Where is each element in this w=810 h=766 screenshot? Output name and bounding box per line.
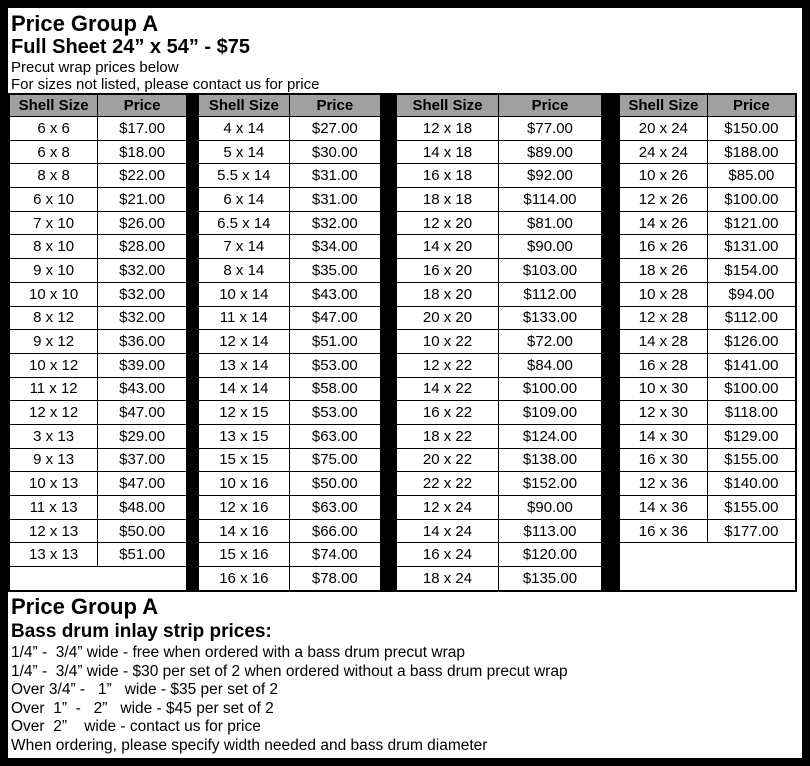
shell-size-cell: 12 x 22 bbox=[396, 353, 498, 377]
table-row bbox=[619, 496, 796, 520]
shell-size-cell: 12 x 20 bbox=[396, 211, 498, 235]
inlay-strip-heading: Bass drum inlay strip prices: bbox=[11, 621, 272, 642]
price-cell: $75.00 bbox=[289, 448, 381, 472]
shell-size-cell: 18 x 18 bbox=[396, 188, 498, 212]
table-row bbox=[619, 401, 796, 425]
blank-row bbox=[619, 543, 796, 591]
table-row bbox=[396, 235, 602, 259]
shell-size-cell: 6 x 8 bbox=[9, 140, 98, 164]
table-row bbox=[198, 259, 381, 283]
shell-size-cell: 8 x 8 bbox=[9, 164, 98, 188]
shell-size-cell: 20 x 24 bbox=[619, 117, 707, 141]
shell-size-cell: 16 x 26 bbox=[619, 235, 707, 259]
price-cell: $72.00 bbox=[498, 330, 602, 354]
price-cell: $77.00 bbox=[498, 117, 602, 141]
shell-size-cell: 11 x 12 bbox=[9, 377, 98, 401]
shell-size-cell: 24 x 24 bbox=[619, 140, 707, 164]
price-cell: $39.00 bbox=[98, 353, 187, 377]
shell-size-cell: 18 x 20 bbox=[396, 282, 498, 306]
shell-size-cell: 8 x 10 bbox=[9, 235, 98, 259]
price-cell: $32.00 bbox=[289, 211, 381, 235]
table-row bbox=[9, 164, 187, 188]
table-row bbox=[619, 164, 796, 188]
shell-size-cell: 14 x 28 bbox=[619, 330, 707, 354]
price-cell: $34.00 bbox=[289, 235, 381, 259]
price-cell: $32.00 bbox=[98, 259, 187, 283]
table-row bbox=[396, 496, 602, 520]
shell-size-cell: 9 x 12 bbox=[9, 330, 98, 354]
shell-size-cell: 10 x 30 bbox=[619, 377, 707, 401]
price-cell: $120.00 bbox=[498, 543, 602, 567]
price-column-header: Price bbox=[98, 94, 187, 117]
shell-size-cell: 11 x 13 bbox=[9, 496, 98, 520]
table-row bbox=[396, 282, 602, 306]
footer-block bbox=[8, 592, 802, 758]
table-row bbox=[396, 330, 602, 354]
price-cell: $94.00 bbox=[707, 282, 796, 306]
price-column-header: Price bbox=[707, 94, 796, 117]
price-cell: $43.00 bbox=[289, 282, 381, 306]
price-table-3 bbox=[395, 93, 603, 592]
price-cell: $100.00 bbox=[707, 188, 796, 212]
price-table-1 bbox=[8, 93, 188, 592]
contact-note: For sizes not listed, please contact us for price bbox=[11, 76, 320, 93]
price-table-2 bbox=[197, 93, 382, 592]
table-row bbox=[9, 140, 187, 164]
price-cell: $84.00 bbox=[498, 353, 602, 377]
shell-size-cell: 10 x 13 bbox=[9, 472, 98, 496]
sheet-price-subtitle: Full Sheet 24” x 54” - $75 bbox=[11, 36, 250, 58]
shell-size-column-header: Shell Size bbox=[9, 94, 98, 117]
table-row bbox=[9, 424, 187, 448]
inlay-price-line: Over 2” wide - contact us for price bbox=[11, 718, 261, 736]
price-cell: $43.00 bbox=[98, 377, 187, 401]
table-row bbox=[396, 140, 602, 164]
table-row bbox=[198, 377, 381, 401]
shell-size-cell: 12 x 13 bbox=[9, 519, 98, 543]
shell-size-cell: 10 x 22 bbox=[396, 330, 498, 354]
shell-size-cell: 16 x 28 bbox=[619, 353, 707, 377]
shell-size-column-header: Shell Size bbox=[198, 94, 289, 117]
shell-size-cell: 8 x 14 bbox=[198, 259, 289, 283]
shell-size-cell: 18 x 24 bbox=[396, 567, 498, 591]
table-row bbox=[198, 424, 381, 448]
shell-size-cell: 14 x 26 bbox=[619, 211, 707, 235]
price-cell: $124.00 bbox=[498, 424, 602, 448]
inlay-price-line: 1/4” - 3/4” wide - free when ordered with a bass drum precut wrap bbox=[11, 644, 466, 661]
table-separator bbox=[603, 93, 618, 592]
shell-size-cell: 14 x 14 bbox=[198, 377, 289, 401]
price-cell: $131.00 bbox=[707, 235, 796, 259]
shell-size-cell: 10 x 16 bbox=[198, 472, 289, 496]
price-cell: $150.00 bbox=[707, 117, 796, 141]
inlay-price-line: 1/4” - 3/4” wide - $30 per set of 2 when ordered without a bass drum precut wrap bbox=[11, 662, 568, 680]
shell-size-cell: 14 x 30 bbox=[619, 424, 707, 448]
table-row bbox=[396, 424, 602, 448]
table-row bbox=[198, 448, 381, 472]
table-row bbox=[619, 377, 796, 401]
price-cell: $100.00 bbox=[498, 377, 602, 401]
inlay-price-line: Over 3/4” - 1” wide - $35 per set of 2 bbox=[11, 681, 279, 699]
shell-size-cell: 12 x 18 bbox=[396, 117, 498, 141]
table-row bbox=[9, 259, 187, 283]
table-row bbox=[9, 330, 187, 354]
price-cell: $155.00 bbox=[707, 496, 796, 520]
price-cell: $155.00 bbox=[707, 448, 796, 472]
table-row bbox=[396, 377, 602, 401]
price-cell: $47.00 bbox=[98, 472, 187, 496]
price-cell: $112.00 bbox=[498, 282, 602, 306]
table-row bbox=[396, 519, 602, 543]
table-row bbox=[198, 519, 381, 543]
price-cell: $51.00 bbox=[289, 330, 381, 354]
price-cell: $141.00 bbox=[707, 353, 796, 377]
shell-size-cell: 12 x 24 bbox=[396, 496, 498, 520]
table-row bbox=[198, 567, 381, 591]
table-row bbox=[198, 117, 381, 141]
shell-size-cell: 3 x 13 bbox=[9, 424, 98, 448]
table-row bbox=[619, 282, 796, 306]
price-cell: $47.00 bbox=[98, 401, 187, 425]
table-row bbox=[9, 472, 187, 496]
price-cell: $63.00 bbox=[289, 424, 381, 448]
table-row bbox=[619, 117, 796, 141]
shell-size-cell: 6.5 x 14 bbox=[198, 211, 289, 235]
shell-size-cell: 16 x 16 bbox=[198, 567, 289, 591]
footer-title: Price Group A bbox=[11, 594, 159, 619]
table-row bbox=[198, 188, 381, 212]
price-sheet bbox=[8, 8, 802, 758]
shell-size-cell: 14 x 18 bbox=[396, 140, 498, 164]
price-cell: $152.00 bbox=[498, 472, 602, 496]
price-cell: $27.00 bbox=[289, 117, 381, 141]
shell-size-cell: 12 x 36 bbox=[619, 472, 707, 496]
table-row bbox=[198, 543, 381, 567]
shell-size-cell: 20 x 20 bbox=[396, 306, 498, 330]
shell-size-cell: 18 x 22 bbox=[396, 424, 498, 448]
header-row bbox=[396, 94, 602, 117]
price-cell: $26.00 bbox=[98, 211, 187, 235]
shell-size-cell: 12 x 30 bbox=[619, 401, 707, 425]
table-row bbox=[9, 519, 187, 543]
price-cell: $31.00 bbox=[289, 188, 381, 212]
page-title: Price Group A bbox=[11, 11, 159, 36]
price-cell: $53.00 bbox=[289, 401, 381, 425]
table-row bbox=[9, 353, 187, 377]
price-cell: $129.00 bbox=[707, 424, 796, 448]
price-cell: $177.00 bbox=[707, 519, 796, 543]
price-cell: $50.00 bbox=[98, 519, 187, 543]
table-row bbox=[619, 188, 796, 212]
price-cell: $22.00 bbox=[98, 164, 187, 188]
table-row bbox=[9, 188, 187, 212]
shell-size-cell: 16 x 36 bbox=[619, 519, 707, 543]
price-cell: $92.00 bbox=[498, 164, 602, 188]
shell-size-cell: 18 x 26 bbox=[619, 259, 707, 283]
table-row bbox=[198, 211, 381, 235]
shell-size-cell: 12 x 12 bbox=[9, 401, 98, 425]
shell-size-cell: 4 x 14 bbox=[198, 117, 289, 141]
table-row bbox=[619, 424, 796, 448]
shell-size-cell: 13 x 14 bbox=[198, 353, 289, 377]
table-row bbox=[619, 353, 796, 377]
table-row bbox=[619, 306, 796, 330]
shell-size-cell: 14 x 24 bbox=[396, 519, 498, 543]
table-row bbox=[9, 401, 187, 425]
price-cell: $29.00 bbox=[98, 424, 187, 448]
table-row bbox=[9, 282, 187, 306]
blank-cell bbox=[9, 567, 187, 591]
blank-row bbox=[9, 567, 187, 591]
table-row bbox=[198, 472, 381, 496]
price-cell: $63.00 bbox=[289, 496, 381, 520]
header-row bbox=[9, 94, 187, 117]
shell-size-cell: 10 x 14 bbox=[198, 282, 289, 306]
shell-size-cell: 14 x 22 bbox=[396, 377, 498, 401]
table-row bbox=[198, 330, 381, 354]
shell-size-cell: 16 x 30 bbox=[619, 448, 707, 472]
ordering-note: When ordering, please specify width needed and bass drum diameter bbox=[11, 736, 488, 754]
shell-size-cell: 20 x 22 bbox=[396, 448, 498, 472]
shell-size-cell: 12 x 14 bbox=[198, 330, 289, 354]
table-row bbox=[9, 211, 187, 235]
shell-size-cell: 9 x 13 bbox=[9, 448, 98, 472]
price-cell: $58.00 bbox=[289, 377, 381, 401]
table-row bbox=[619, 211, 796, 235]
table-row bbox=[619, 259, 796, 283]
shell-size-cell: 10 x 26 bbox=[619, 164, 707, 188]
price-cell: $74.00 bbox=[289, 543, 381, 567]
table-row bbox=[198, 306, 381, 330]
price-cell: $53.00 bbox=[289, 353, 381, 377]
shell-size-cell: 12 x 28 bbox=[619, 306, 707, 330]
shell-size-cell: 7 x 10 bbox=[9, 211, 98, 235]
price-cell: $48.00 bbox=[98, 496, 187, 520]
price-cell: $133.00 bbox=[498, 306, 602, 330]
price-cell: $32.00 bbox=[98, 306, 187, 330]
table-row bbox=[396, 472, 602, 496]
price-column-header: Price bbox=[498, 94, 602, 117]
shell-size-cell: 14 x 16 bbox=[198, 519, 289, 543]
price-cell: $188.00 bbox=[707, 140, 796, 164]
shell-size-cell: 8 x 12 bbox=[9, 306, 98, 330]
shell-size-cell: 11 x 14 bbox=[198, 306, 289, 330]
price-cell: $154.00 bbox=[707, 259, 796, 283]
price-cell: $81.00 bbox=[498, 211, 602, 235]
table-row bbox=[619, 519, 796, 543]
price-cell: $89.00 bbox=[498, 140, 602, 164]
price-cell: $100.00 bbox=[707, 377, 796, 401]
price-cell: $51.00 bbox=[98, 543, 187, 567]
table-row bbox=[198, 401, 381, 425]
table-row bbox=[9, 543, 187, 567]
shell-size-cell: 16 x 22 bbox=[396, 401, 498, 425]
table-row bbox=[619, 472, 796, 496]
table-row bbox=[9, 235, 187, 259]
table-row bbox=[9, 448, 187, 472]
shell-size-column-header: Shell Size bbox=[396, 94, 498, 117]
shell-size-cell: 14 x 20 bbox=[396, 235, 498, 259]
shell-size-cell: 14 x 36 bbox=[619, 496, 707, 520]
table-row bbox=[396, 259, 602, 283]
shell-size-cell: 12 x 15 bbox=[198, 401, 289, 425]
price-cell: $126.00 bbox=[707, 330, 796, 354]
price-cell: $121.00 bbox=[707, 211, 796, 235]
price-cell: $112.00 bbox=[707, 306, 796, 330]
table-row bbox=[619, 235, 796, 259]
title-block bbox=[8, 8, 802, 93]
price-cell: $118.00 bbox=[707, 401, 796, 425]
price-cell: $18.00 bbox=[98, 140, 187, 164]
shell-size-cell: 6 x 10 bbox=[9, 188, 98, 212]
price-cell: $114.00 bbox=[498, 188, 602, 212]
price-cell: $78.00 bbox=[289, 567, 381, 591]
price-cell: $90.00 bbox=[498, 235, 602, 259]
shell-size-cell: 9 x 10 bbox=[9, 259, 98, 283]
price-cell: $109.00 bbox=[498, 401, 602, 425]
table-separator bbox=[188, 93, 197, 592]
price-cell: $113.00 bbox=[498, 519, 602, 543]
table-row bbox=[619, 448, 796, 472]
table-row bbox=[396, 353, 602, 377]
table-row bbox=[619, 140, 796, 164]
inlay-price-line: Over 1” - 2” wide - $45 per set of 2 bbox=[11, 699, 274, 717]
price-cell: $135.00 bbox=[498, 567, 602, 591]
table-row bbox=[198, 235, 381, 259]
shell-size-cell: 22 x 22 bbox=[396, 472, 498, 496]
table-row bbox=[396, 306, 602, 330]
shell-size-cell: 13 x 13 bbox=[9, 543, 98, 567]
shell-size-cell: 5 x 14 bbox=[198, 140, 289, 164]
table-row bbox=[396, 211, 602, 235]
shell-size-cell: 7 x 14 bbox=[198, 235, 289, 259]
table-row bbox=[198, 140, 381, 164]
table-row bbox=[198, 353, 381, 377]
price-cell: $47.00 bbox=[289, 306, 381, 330]
table-row bbox=[198, 164, 381, 188]
price-cell: $140.00 bbox=[707, 472, 796, 496]
price-tables-section bbox=[8, 93, 802, 592]
table-row bbox=[396, 448, 602, 472]
shell-size-cell: 10 x 28 bbox=[619, 282, 707, 306]
price-cell: $66.00 bbox=[289, 519, 381, 543]
price-cell: $30.00 bbox=[289, 140, 381, 164]
shell-size-cell: 16 x 24 bbox=[396, 543, 498, 567]
price-column-header: Price bbox=[289, 94, 381, 117]
price-cell: $90.00 bbox=[498, 496, 602, 520]
shell-size-cell: 15 x 16 bbox=[198, 543, 289, 567]
header-row bbox=[198, 94, 381, 117]
table-row bbox=[198, 496, 381, 520]
table-row bbox=[396, 188, 602, 212]
shell-size-column-header: Shell Size bbox=[619, 94, 707, 117]
price-cell: $17.00 bbox=[98, 117, 187, 141]
shell-size-cell: 12 x 16 bbox=[198, 496, 289, 520]
price-cell: $50.00 bbox=[289, 472, 381, 496]
price-cell: $103.00 bbox=[498, 259, 602, 283]
shell-size-cell: 6 x 14 bbox=[198, 188, 289, 212]
table-row bbox=[396, 401, 602, 425]
table-row bbox=[396, 543, 602, 567]
price-cell: $37.00 bbox=[98, 448, 187, 472]
shell-size-cell: 16 x 20 bbox=[396, 259, 498, 283]
table-row bbox=[396, 117, 602, 141]
price-cell: $31.00 bbox=[289, 164, 381, 188]
price-cell: $21.00 bbox=[98, 188, 187, 212]
table-row bbox=[9, 377, 187, 401]
table-row bbox=[396, 567, 602, 591]
shell-size-cell: 16 x 18 bbox=[396, 164, 498, 188]
shell-size-cell: 12 x 26 bbox=[619, 188, 707, 212]
shell-size-cell: 10 x 12 bbox=[9, 353, 98, 377]
price-cell: $35.00 bbox=[289, 259, 381, 283]
table-separator bbox=[382, 93, 395, 592]
price-cell: $28.00 bbox=[98, 235, 187, 259]
precut-note: Precut wrap prices below bbox=[11, 59, 179, 76]
price-cell: $32.00 bbox=[98, 282, 187, 306]
table-row bbox=[619, 330, 796, 354]
shell-size-cell: 6 x 6 bbox=[9, 117, 98, 141]
table-row bbox=[9, 306, 187, 330]
table-row bbox=[9, 117, 187, 141]
table-row bbox=[198, 282, 381, 306]
blank-cell bbox=[619, 543, 796, 591]
shell-size-cell: 5.5 x 14 bbox=[198, 164, 289, 188]
shell-size-cell: 15 x 15 bbox=[198, 448, 289, 472]
price-cell: $138.00 bbox=[498, 448, 602, 472]
shell-size-cell: 10 x 10 bbox=[9, 282, 98, 306]
price-cell: $85.00 bbox=[707, 164, 796, 188]
table-row bbox=[9, 496, 187, 520]
price-table-4 bbox=[618, 93, 797, 592]
table-row bbox=[396, 164, 602, 188]
price-cell: $36.00 bbox=[98, 330, 187, 354]
shell-size-cell: 13 x 15 bbox=[198, 424, 289, 448]
header-row bbox=[619, 94, 796, 117]
